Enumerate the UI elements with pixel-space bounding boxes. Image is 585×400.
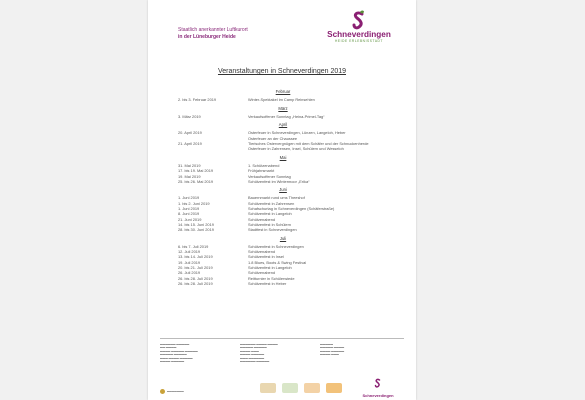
event-date: 14. bis 15. Juni 2019 xyxy=(178,221,214,227)
event-description: 1. Schützenabend xyxy=(248,162,280,168)
header-tagline xyxy=(178,27,248,41)
event-description: Schützenfest in Insel xyxy=(248,254,284,260)
event-description: Schützenabend xyxy=(248,270,276,276)
month-heading: Juli xyxy=(279,235,287,241)
month-heading: April xyxy=(278,122,288,128)
event-date: 3. März 2019 xyxy=(178,113,201,119)
event-description: Schützenfest in Schneverdingen xyxy=(248,243,304,249)
event-row xyxy=(178,97,388,102)
badge-text: ▬▬▬▬▬▬▬ xyxy=(167,390,184,393)
event-description: Schützenfest in Schülern xyxy=(248,221,292,227)
event-description: Bauernmarkt rund ums Theeshof xyxy=(248,195,305,201)
event-date: 20. bis 21. Juli 2019 xyxy=(178,265,213,271)
footer-column-1: ▬▬▬▬▬▬ ▬▬▬▬▬ ▬▬ ▬▬▬▬ ▬▬▬▬ ▬▬▬▬▬ ▬▬▬▬▬ ▬▬▬▬▬ ▬▬▬▬▬ ▬▬▬ ▬▬▬▬ ▬▬▬▬▬ ▬▬▬▬ ▬▬▬▬▬ xyxy=(160,343,198,364)
event-row xyxy=(178,114,388,119)
event-date: 19. Juli 2019 xyxy=(178,259,201,265)
event-date: 20. April 2019 xyxy=(178,130,202,136)
events-list xyxy=(178,86,388,286)
event-description: Schützenfest im Wintermoor „Erika“ xyxy=(248,178,310,184)
event-row xyxy=(178,281,388,286)
partner-logo-icon xyxy=(326,383,342,393)
event-date: 25. bis 26. Mai 2019 xyxy=(178,178,214,184)
partner-logo-icon xyxy=(304,383,320,393)
event-date: 26. Juli 2019 xyxy=(178,270,201,276)
event-date: 17. bis 19. Mai 2019 xyxy=(178,168,214,174)
event-date: 21. Juni 2019 xyxy=(178,216,202,222)
event-description: Schützenfest in Langeloh xyxy=(248,211,292,217)
event-description: Frühjahrsmarkt xyxy=(248,168,275,174)
event-description: Schafschurtag in Schneverdingen (Schäferstraße) xyxy=(248,206,335,212)
event-row xyxy=(178,179,388,184)
event-date: 6. bis 7. Juli 2019 xyxy=(178,243,209,249)
logo-mark-icon xyxy=(351,10,367,30)
event-description: Schützenfest in Langeloh xyxy=(248,265,292,271)
logo-subtitle: HEIDE ERLEBNISSTADT xyxy=(334,39,383,43)
schneverdingen-logo xyxy=(324,10,394,46)
event-date: 12. Juli 2019 xyxy=(178,249,201,255)
badge-icon xyxy=(160,389,165,394)
footer-logo-name: Schneverdingen xyxy=(362,393,394,398)
partner-logo-icon xyxy=(282,383,298,393)
footer-logo-mark-icon xyxy=(374,378,382,388)
month-heading: Februar xyxy=(275,89,291,94)
event-description: Stadtfest in Schneverdingen xyxy=(248,227,297,233)
document-footer xyxy=(160,338,404,399)
event-date: 26. bis 28. Juli 2019 xyxy=(178,280,213,286)
event-description: Tierisches Ostervergnügen mit dem Schäfer und der Schnuckenherde Osterfeuer in Zahrensen, Insel, Schülern und Wesseloh xyxy=(248,141,369,152)
logo-name: Schneverdingen xyxy=(327,30,391,39)
footer-column-3: ▬▬▬▬▬ ▬▬▬▬▬ ▬▬▬▬ ▬▬▬▬ ▬▬▬▬▬ ▬▬▬▬ ▬▬▬ xyxy=(320,343,345,357)
event-row xyxy=(178,141,388,152)
footer-column-2: ▬▬▬▬▬▬ ▬▬▬▬ ▬▬▬▬ ▬▬▬▬▬ ▬▬▬▬▬ ▬▬▬▬ ▬▬▬ ▬▬▬▬ ▬▬▬▬▬ ▬▬▬ ▬▬▬▬▬▬ ▬▬▬▬▬▬ ▬▬▬▬▬ xyxy=(240,343,278,364)
footer-logo xyxy=(358,375,398,398)
event-description: Schützenabend xyxy=(248,249,276,255)
event-description: Schützenfest in Zahrensen xyxy=(248,200,295,206)
event-date: 2. bis 3. Februar 2019 xyxy=(178,97,217,103)
event-description: Reitturnier in Schülerwiede xyxy=(248,275,295,281)
month-heading: Juni xyxy=(279,187,287,193)
event-date: 19. Mai 2019 xyxy=(178,173,201,179)
month-heading: März xyxy=(278,105,288,111)
document-title: Veranstaltungen in Schneverdingen 2019 xyxy=(217,68,347,75)
event-date: 28. bis 30. Juni 2019 xyxy=(178,227,214,233)
month-heading: Mai xyxy=(279,154,287,160)
document-page xyxy=(148,0,416,400)
event-date: 8. Juni 2019 xyxy=(178,211,200,217)
tagline-line1: Staatlich anerkannter Luftkurort xyxy=(178,27,248,33)
event-description: Osterfeuer in Schneverdingen, Lünzen, Langeloh, Heber Osterfeuer an der Chaussee xyxy=(248,130,346,141)
event-date: 21. April 2019 xyxy=(178,141,202,147)
event-description: Winter-Spektakel im Camp Reinsehlen xyxy=(248,97,315,103)
event-row xyxy=(178,130,388,141)
event-date: 26. bis 28. Juli 2019 xyxy=(178,275,213,281)
event-date: 13. bis 14. Juli 2019 xyxy=(178,254,213,260)
event-date: 1. Juni 2019 xyxy=(178,195,200,201)
partner-logos xyxy=(260,383,342,393)
event-date: 1. Juni 2019 xyxy=(178,206,200,212)
certification-badge xyxy=(160,389,184,394)
event-description: Verkaufsoffener Sonntag xyxy=(248,173,291,179)
event-row xyxy=(178,227,388,232)
event-description: Schützenabend xyxy=(248,216,276,222)
partner-logo-icon xyxy=(260,383,276,393)
event-description: 1.8 Blues, Boots & Swing Festival xyxy=(248,259,307,265)
event-description: Verkaufsoffener Sonntag „Heina-Primel-Tag“ xyxy=(248,113,325,119)
event-date: 1. bis 2. Juni 2019 xyxy=(178,200,210,206)
event-description: Schützenfest in Heber xyxy=(248,280,287,286)
event-date: 31. Mai 2019 xyxy=(178,162,201,168)
tagline-line2: in der Lüneburger Heide xyxy=(178,34,236,40)
